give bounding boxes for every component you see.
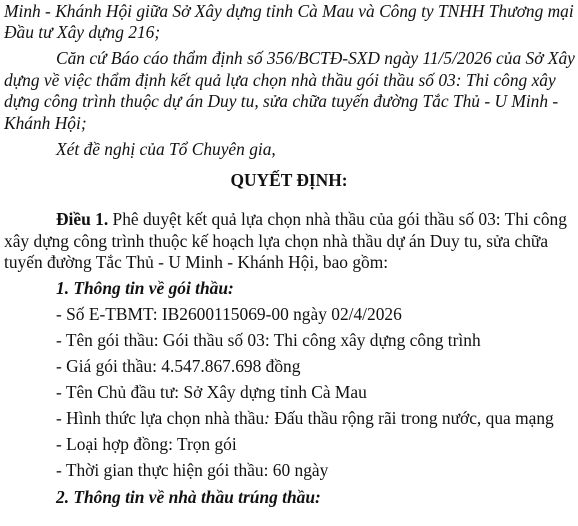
list-item-investor: - Tên Chủ đầu tư: Sở Xây dựng tỉnh Cà Mau <box>56 382 367 402</box>
list-item-duration: - Thời gian thực hiện gói thầu: 60 ngày <box>56 460 329 480</box>
decision-heading: QUYẾT ĐỊNH: <box>230 170 348 190</box>
list-item-package-name: - Tên gói thầu: Gói thầu số 03: Thi công xây dựng công trình <box>56 330 481 350</box>
article-1-line <box>56 209 567 231</box>
list-item-contract-type: - Loại hợp đồng: Trọn gói <box>56 434 237 454</box>
list-item-package-price: - Giá gói thầu: 4.547.867.698 đồng <box>56 356 301 376</box>
contract-reference-line: Đầu tư Xây dựng 216; <box>4 22 161 42</box>
selection-method-value: Đấu thầu rộng rãi trong nước, qua mạng <box>269 408 554 428</box>
expert-proposal-line: Xét đề nghị của Tổ Chuyên gia, <box>56 139 276 159</box>
section-1-heading: 1. Thông tin về gói thầu: <box>56 278 234 298</box>
appraisal-report-line: dựng công trình thuộc dự án Duy tu, sửa chữa tuyến đường Tắc Thủ - U Minh - <box>4 91 559 111</box>
article-1-line: xây dựng công trình thuộc kế hoạch lựa chọn nhà thầu dự án Duy tu, sửa chữa <box>4 231 549 251</box>
article-1-line: tuyến đường Tắc Thủ - U Minh - Khánh Hội, bao gồm: <box>4 252 389 272</box>
appraisal-report-line: Căn cứ Báo cáo thẩm định số 356/BCTĐ-SXD ngày 11/5/2026 của Sở Xây <box>56 48 575 68</box>
article-1-label: Điều 1. <box>56 209 109 229</box>
selection-method-colon: : <box>264 408 270 428</box>
appraisal-report-line: dựng về việc thẩm định kết quả lựa chọn nhà thầu gói thầu số 03: Thi công xây <box>4 70 556 90</box>
selection-method-label: - Hình thức lựa chọn nhà thầu <box>56 408 265 428</box>
article-1-text: Phê duyệt kết quả lựa chọn nhà thầu của gói thầu số 03: Thi công <box>108 209 567 229</box>
list-item-selection-method <box>56 408 554 430</box>
contract-reference-line: Minh - Khánh Hội giữa Sở Xây dựng tỉnh Cà Mau và Công ty TNHH Thương mại <box>4 1 574 21</box>
list-item-tbmt: - Số E-TBMT: IB2600115069-00 ngày 02/4/2026 <box>56 304 402 324</box>
appraisal-report-line: Khánh Hội; <box>4 113 87 133</box>
section-2-heading: 2. Thông tin về nhà thầu trúng thầu: <box>56 487 321 507</box>
